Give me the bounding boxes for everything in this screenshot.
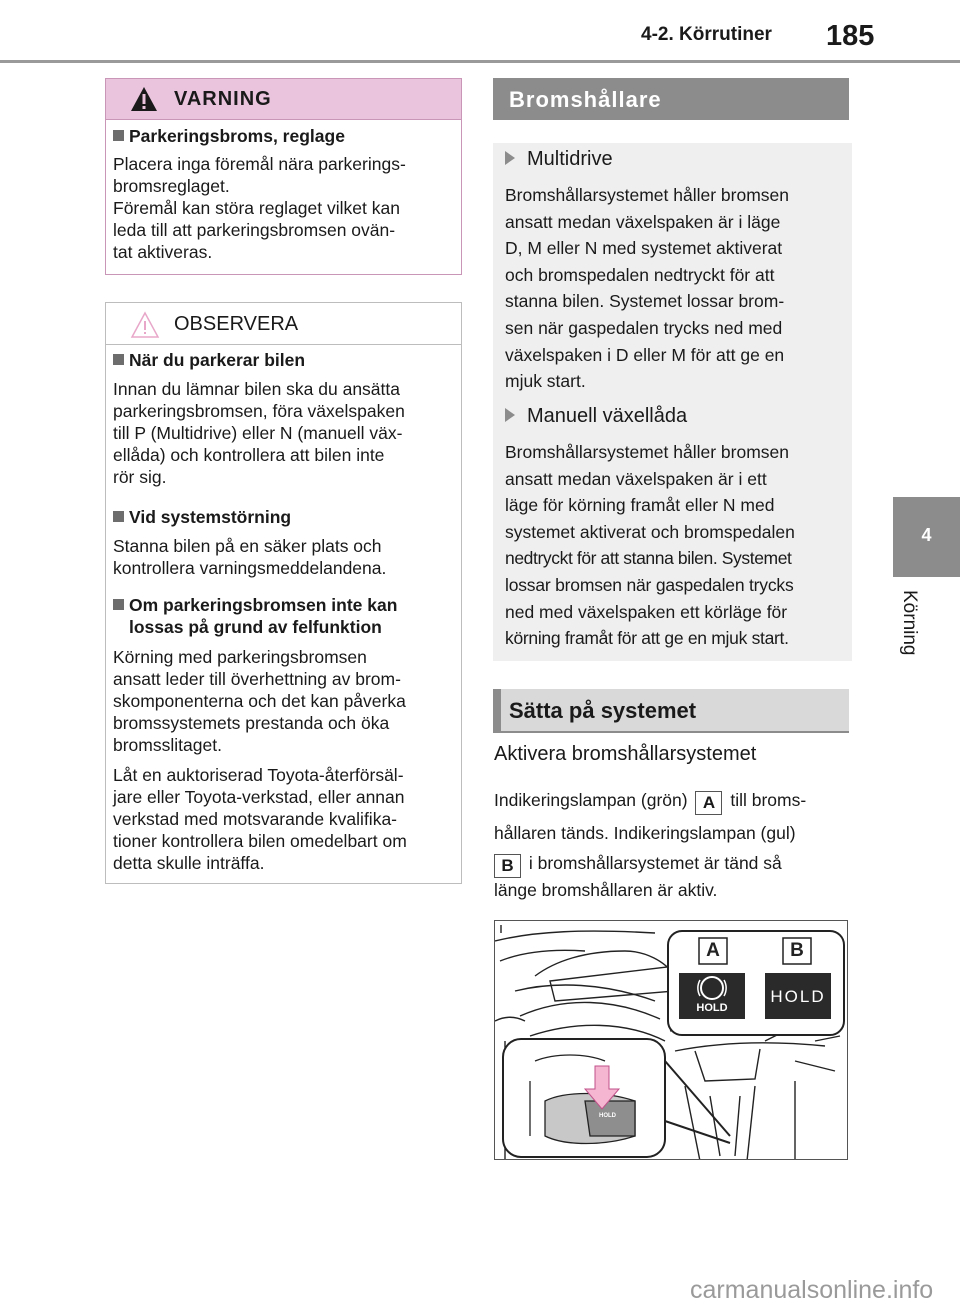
activate-heading: Aktivera bromshållarsystemet <box>494 743 757 765</box>
bullet-square-icon <box>113 130 124 141</box>
activate-text: Indikeringslampan (grön) A till broms- hållaren tänds. Indikeringslampan (gul) B i bromshållarsystemet är tänd så länge bromshållaren är aktiv. <box>494 790 807 900</box>
subheading-multidrive: Multidrive <box>505 148 613 171</box>
chapter-number: 4 <box>921 525 932 545</box>
figure-label-a: A <box>706 940 720 961</box>
notice-heading-malfunction: Om parkeringsbromsen inte kan lossas på grund av felfunktion <box>113 594 397 638</box>
warning-triangle-icon <box>130 86 158 112</box>
notice-title: OBSERVERA <box>174 313 299 335</box>
notice-heading-parking: När du parkerar bilen <box>113 349 305 371</box>
brake-hold-illustration <box>494 920 848 1160</box>
section-title: 4-2. Körrutiner <box>641 24 772 45</box>
bullet-square-icon <box>113 511 124 522</box>
bullet-square-icon <box>113 599 124 610</box>
notice-header <box>106 303 461 345</box>
page-number: 185 <box>826 20 875 52</box>
notice-text-parking: Innan du lämnar bilen ska du ansätta parkeringsbromsen, föra växelspaken till P (Multidrive) eller N (manuell väx- ellåda) och kontrollera att bilen inte rör sig. <box>113 379 405 487</box>
manual-text: Bromshållarsystemet håller bromsen ansatt medan växelspaken är i ett läge för körning framåt eller N med systemet aktiverat och bromspedalen nedtryckt för att stanna bilen. Systemet lossar bromsen när gaspedalen trycks ned med växelspaken ett körläge för körning framåt för att ge en mjuk start. <box>505 442 795 649</box>
tag-b: B <box>494 854 521 878</box>
notice-heading-fault: Vid systemstörning <box>113 506 291 528</box>
warning-heading: Parkeringsbroms, reglage <box>113 125 345 147</box>
footer-url: carmanualsonline.info <box>690 1276 934 1304</box>
multidrive-text: Bromshållarsystemet håller bromsen ansatt medan växelspaken är i läge D, M eller N med systemet aktiverat och bromspedalen nedtryckt för att stanna bilen. Systemet lossar brom- sen när gaspedalen trycks ned med växelspaken i D eller M för att ge en mjuk start. <box>505 185 789 392</box>
chapter-label: Körning <box>899 590 920 656</box>
figure-label-b: B <box>790 940 804 961</box>
hold-indicator-green: HOLD <box>696 1002 728 1014</box>
bullet-square-icon <box>113 354 124 365</box>
notice-text-malfunction-b: Låt en auktoriserad Toyota-återförsäl- jare eller Toyota-verkstad, eller annan verkstad med motsvarande kvalifika- tioner kontrollera bilen omedelbart om detta skulle inträffa. <box>113 765 407 873</box>
header-divider <box>0 60 960 63</box>
notice-text-malfunction-a: Körning med parkeringsbromsen ansatt leder till överhettning av brom- skomponenterna och det kan påverka bromssystemets prestanda och öka bromsslitaget. <box>113 647 406 755</box>
arrow-right-icon <box>505 408 515 422</box>
chapter-tab <box>893 497 960 577</box>
warning-text: Placera inga föremål nära parkerings- bromsreglaget. Föremål kan störa reglaget vilket kan leda till att parkeringsbromsen ovän- tat aktiveras. <box>113 154 406 262</box>
subheading-manual: Manuell växellåda <box>505 405 687 428</box>
arrow-right-icon <box>505 151 515 165</box>
hold-switch-label: HOLD <box>599 1113 616 1119</box>
hold-indicator-yellow: HOLD <box>770 987 826 1006</box>
chapter-label-container <box>898 590 922 670</box>
caution-triangle-icon <box>130 311 160 339</box>
section-heading-activate: Sätta på systemet <box>493 689 849 733</box>
tag-a: A <box>695 791 722 815</box>
notice-text-fault: Stanna bilen på en säker plats och kontrollera varningsmeddelandena. <box>113 536 387 578</box>
section-heading-brake-hold: Bromshållare <box>493 78 849 120</box>
warning-title: VARNING <box>174 88 272 110</box>
warning-header <box>106 79 461 120</box>
